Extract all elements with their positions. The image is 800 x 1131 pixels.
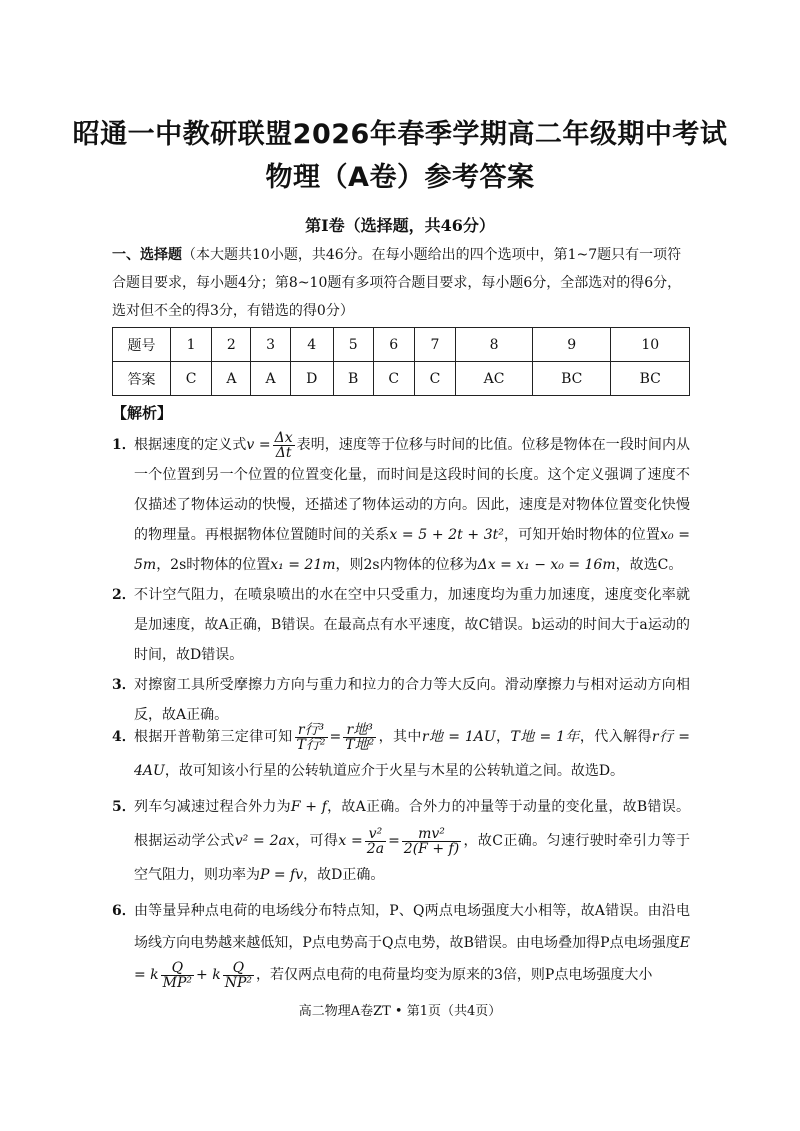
denominator: MP²	[162, 974, 193, 991]
item-number: 6．	[112, 903, 136, 919]
answer-cell: C	[373, 362, 414, 396]
formula: v =	[246, 437, 271, 453]
answer-cell: C	[171, 362, 212, 396]
page-footer: 高二物理A卷ZT • 第1页（共4页）	[298, 1004, 502, 1019]
question-number-cell: 5	[333, 328, 373, 362]
text-segment: ，2s时物体的位置	[156, 557, 271, 573]
text-segment: 根据速度的定义式	[134, 437, 247, 453]
fraction	[295, 723, 328, 752]
table-row	[113, 362, 690, 396]
text-segment: ，故C正确。匀速行驶时牵引力等于空气阻力，则功率为	[134, 833, 691, 883]
fraction	[273, 431, 295, 460]
text-segment: 根据开普勒第三定律可知	[134, 729, 293, 745]
text-segment: 列车匀减速过程合外力为	[134, 799, 291, 815]
formula: x₀ = 5m	[134, 527, 691, 573]
text-segment: 由等量异种点电荷的电场线分布特点知，P、Q两点电场强度大小相等，故A错误。由沿电场线方向电势越来越低知，P点电势高于Q点电势，故B错误。由电场叠加得P点电场强度	[134, 903, 690, 951]
formula: x =	[338, 833, 363, 849]
answer-cell: A	[212, 362, 251, 396]
denominator: NP²	[224, 974, 253, 991]
numerator: Δx	[274, 429, 293, 446]
question-number-cell: 9	[533, 328, 611, 362]
formula: P = fv	[260, 867, 304, 883]
formula: r地 = 1AU	[421, 729, 496, 745]
table-header-cell: 答案	[113, 362, 171, 396]
instructions-label: 一、选择题	[112, 247, 182, 263]
item-number: 1．	[112, 437, 136, 453]
formula: E = k	[134, 935, 690, 983]
page-subtitle: 物理（A卷）参考答案	[265, 162, 535, 193]
fraction	[343, 723, 376, 752]
text-segment: ，可知开始时物体的位置	[503, 527, 661, 543]
answer-cell: BC	[533, 362, 611, 396]
fraction	[161, 961, 194, 990]
item-text: 对擦窗工具所受摩擦力方向与重力和拉力的合力等大反向。滑动摩擦力与相对运动方向相反，故A正确。	[134, 677, 690, 723]
question-number-cell: 8	[456, 328, 533, 362]
answer-table	[112, 327, 690, 396]
text-segment: ，可得	[294, 833, 339, 849]
numerator: r地³	[343, 723, 376, 738]
text-segment: 表明，速度等于位移与时间的比值。位移是物体在一段时间内从一个位置到另一个位置的位置变化量，而时间是这段时间的长度。这个定义强调了速度不仅描述了物体运动的快慢，还描述了物体运动的方向。因此，速度是对物体位置变化快慢的物理量。再根据物体位置随时间的关系	[134, 437, 691, 543]
denominator: T地²	[345, 736, 375, 753]
text-segment: ，故选C。	[615, 557, 683, 573]
formula: T地 = 1年	[510, 729, 580, 745]
text-segment: ，故可知该小行星的公转轨道应介于火星与木星的公转轨道之间。故选D。	[164, 763, 625, 779]
question-number-cell: 4	[290, 328, 333, 362]
formula: + k	[196, 967, 221, 983]
numerator: r行³	[295, 723, 328, 738]
text-segment: ，故D正确。	[303, 867, 385, 883]
item-text: 列车匀减速过程合外力为F + f，故A正确。合外力的冲量等于动量的变化量，故B错误。根据运动学公式v² = 2ax，可得x = $\frac{\text{v²}}{2a}$ = $\frac{\text{mv²}}{2(F + f)}$ ，故C正确。匀速行驶时牵引力等于空气阻力，则功率为P = fv，故D正确。	[134, 799, 691, 883]
section-title: 第Ⅰ卷（选择题，共46分）	[305, 216, 495, 235]
question-number-cell: 2	[212, 328, 251, 362]
analysis-label: 【解析】	[112, 404, 173, 422]
formula: r行 = 4AU	[134, 729, 691, 779]
question-number-cell: 6	[373, 328, 414, 362]
page-title: 昭通一中教研联盟2026年春季学期高二年级期中考试	[72, 119, 728, 150]
text-segment: ，则2s内物体的位移为	[335, 557, 478, 573]
item-number: 5．	[112, 799, 136, 815]
explanation-item-2	[112, 580, 690, 670]
answer-cell: B	[333, 362, 373, 396]
table-row	[113, 328, 690, 362]
item-number: 3．	[112, 677, 136, 693]
numerator: v²	[365, 827, 386, 842]
question-number-cell: 7	[414, 328, 455, 362]
answer-cell: AC	[456, 362, 533, 396]
explanation-item-6	[112, 895, 690, 991]
answer-cell: D	[290, 362, 333, 396]
formula: x₁ = 21m	[270, 557, 336, 573]
numerator: mv²	[402, 827, 461, 842]
numerator: Q	[161, 961, 194, 976]
item-text: 不计空气阻力，在喷泉喷出的水在空中只受重力，加速度均为重力加速度，速度变化率就是加速度，故A正确，B错误。在最高点有水平速度，故C错误。b运动的时间大于a运动的时间，故D错误。	[134, 587, 690, 663]
denominator: 2a	[366, 840, 385, 857]
denominator: T行²	[296, 736, 326, 753]
fraction	[365, 827, 386, 856]
item-text	[112, 895, 690, 991]
formula: F + f	[290, 799, 327, 815]
table-header-cell: 题号	[113, 328, 171, 362]
text-segment: ，	[495, 729, 511, 745]
formula: Δx = x₁ − x₀ = 16m	[477, 557, 616, 573]
explanation-item-4	[112, 720, 690, 788]
question-number-cell: 3	[251, 328, 290, 362]
item-text	[112, 430, 690, 580]
item-number: 4．	[112, 729, 136, 745]
text-segment: ，其中	[378, 729, 422, 745]
text-segment: ，代入解得	[579, 729, 652, 745]
formula: x = 5 + 2t + 3t²	[389, 527, 504, 543]
text-segment: 根据运动学公式	[134, 833, 235, 849]
question-number-cell: 1	[171, 328, 212, 362]
answer-cell: C	[414, 362, 455, 396]
explanation-item-1	[112, 430, 690, 580]
answer-cell: A	[251, 362, 290, 396]
item-text: 根据开普勒第三定律可知 $\frac{\text{r行³}}{\text{T行²}}$ = $\frac{\text{r地³}}{\text{T地²}}$ ，其中r地 = 1AU，T地 = 1年，代入解得r行 = 4AU，故可知该小行星的公转轨道应介于火星与木星的公转轨道之间。故选D。	[134, 721, 691, 779]
formula: v² = 2ax	[234, 833, 295, 849]
question-number-cell: 10	[611, 328, 690, 362]
section-instructions	[112, 241, 690, 325]
text-segment: ，若仅两点电荷的电荷量均变为原来的3倍，则P点电场强度大小	[256, 967, 653, 983]
explanation-item-5	[112, 790, 690, 892]
denominator: Δt	[275, 444, 292, 461]
denominator: 2(F + f)	[403, 840, 460, 857]
answer-cell: BC	[611, 362, 690, 396]
numerator: Q	[223, 961, 254, 976]
item-number: 2．	[112, 587, 136, 603]
fraction	[223, 961, 254, 990]
text-segment: ，故A正确。合外力的冲量等于动量的变化量，故B错误。	[326, 799, 690, 815]
fraction	[402, 827, 461, 856]
instructions-text: （本大题共10小题，共46分。在每小题给出的四个选项中，第1~7题只有一项符合题目要求，每小题4分；第8~10题有多项符合题目要求，每小题6分，全部选对的得6分，选对但不全的得3分，有错选的得0分）	[112, 247, 682, 319]
